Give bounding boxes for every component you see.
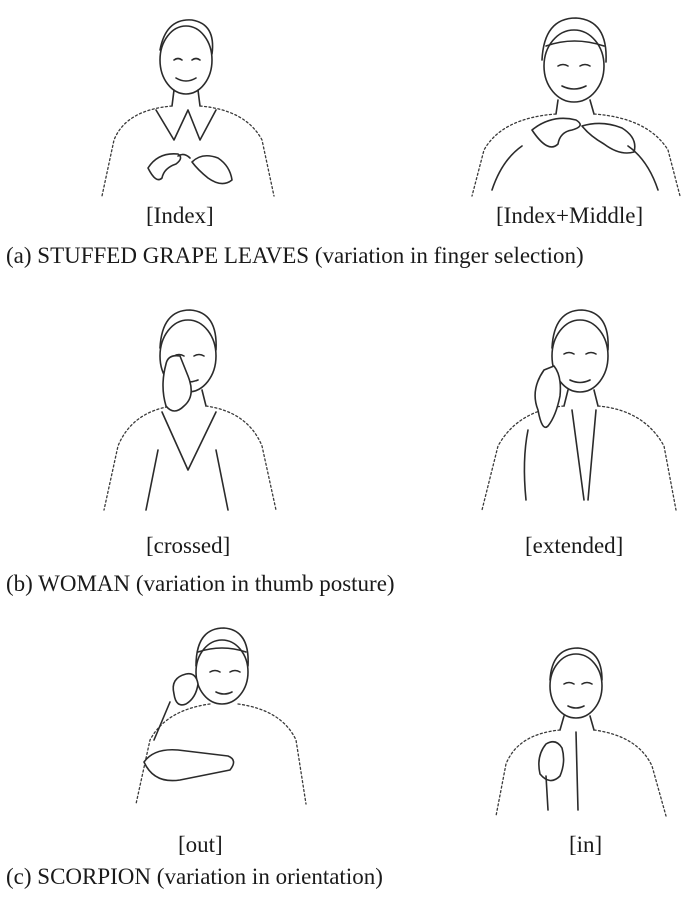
variant-label-crossed: [crossed]	[146, 533, 231, 558]
panel-caption-a: (a) STUFFED GRAPE LEAVES (variation in finger selection)	[6, 243, 584, 268]
variant-label-in: [in]	[569, 832, 603, 857]
figure-scorpion-out	[110, 622, 310, 812]
variant-label-out: [out]	[178, 832, 223, 857]
figure-woman-crossed	[92, 300, 292, 520]
signer-index-middle-icon	[462, 10, 692, 200]
signer-out-icon	[110, 622, 310, 812]
variant-label-extended: [extended]	[525, 533, 624, 558]
figure-woman-extended	[468, 300, 688, 520]
panel-caption-c: (c) SCORPION (variation in orientation)	[6, 864, 383, 889]
panel-caption-b: (b) WOMAN (variation in thumb posture)	[6, 571, 395, 596]
signer-crossed-icon	[92, 300, 292, 520]
figure-stuffed-grape-leaves-index-middle	[462, 10, 692, 200]
signer-extended-icon	[468, 300, 688, 520]
figure-stuffed-grape-leaves-index	[96, 10, 296, 200]
signer-in-icon	[488, 640, 688, 820]
figure-scorpion-in	[488, 640, 688, 820]
variant-label-index-middle: [Index+Middle]	[496, 203, 644, 228]
signer-index-icon	[96, 10, 296, 200]
variant-label-index: [Index]	[146, 203, 214, 228]
